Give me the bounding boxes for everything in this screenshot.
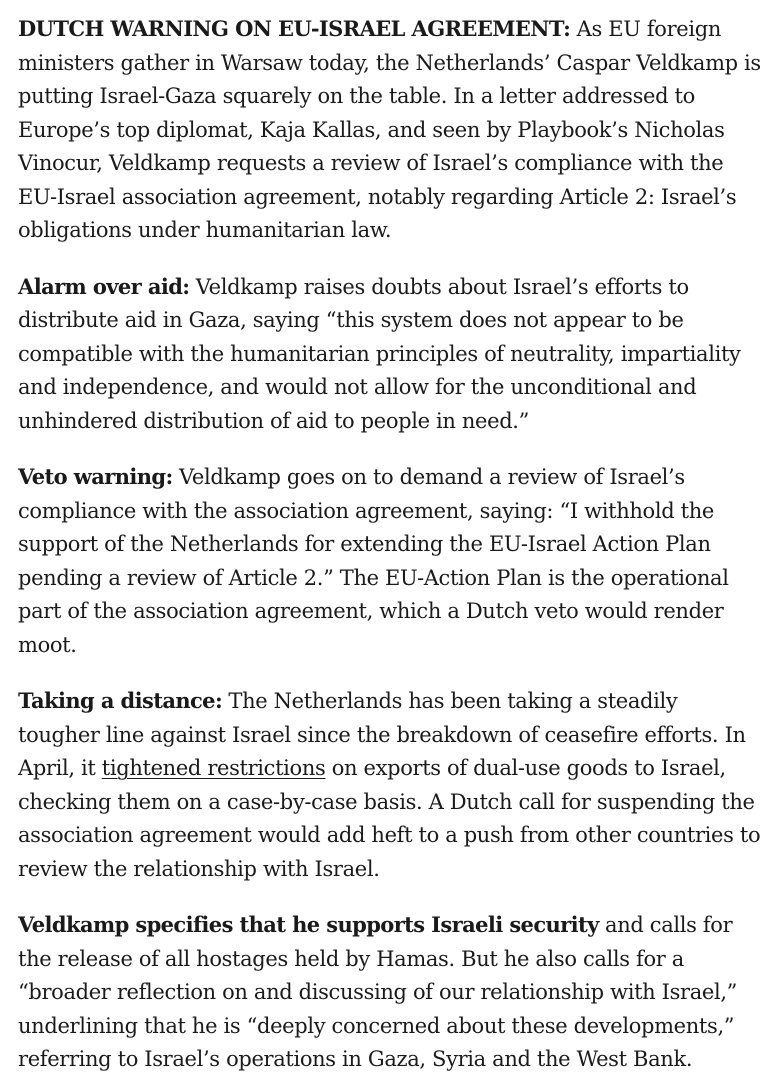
paragraph-text: The Netherlands has been taking a steadily tougher line against Israel since the breakdown of ceasefire efforts. In April, it	[18, 689, 746, 780]
paragraph-alarm-over-aid	[18, 270, 763, 439]
paragraph-lead: DUTCH WARNING ON EU-ISRAEL AGREEMENT:	[18, 16, 571, 41]
paragraph-text: on exports of dual-use goods to Israel, checking them on a case-by-case basis. A Dutch call for suspending the association agreement would add heft to a push from other countries to review the relationship with Israel.	[18, 756, 761, 881]
paragraph-text: Veldkamp goes on to demand a review of Israel’s compliance with the association agreement, saying: “I withhold the support of the Netherlands for extending the EU-Israel Action Plan pending a review of Article 2.” The EU-Action Plan is the operational part of the association agreement, which a Dutch veto would render moot.	[18, 465, 729, 657]
paragraph-dutch-warning	[18, 12, 763, 248]
paragraph-text: Veldkamp raises doubts about Israel’s efforts to distribute aid in Gaza, saying “this system does not appear to be compatible with the humanitarian principles of neutrality, impartiality and independence, and would not allow for the unconditional and unhindered distribution of aid to people in need.”	[18, 274, 741, 433]
paragraph-taking-a-distance	[18, 684, 763, 886]
paragraph-veto-warning	[18, 460, 763, 662]
paragraph-text: As EU foreign ministers gather in Warsaw today, the Netherlands’ Caspar Veldkamp is putting Israel-Gaza squarely on the table. In a letter addressed to Europe’s top diplomat, Kaja Kallas, and seen by Playbook’s Nicholas Vinocur, Veldkamp requests a review of Israel’s compliance with the EU-Israel association agreement, notably regarding Article 2: Israel’s obligations under humanitarian law.	[18, 17, 761, 242]
paragraph-lead: Veldkamp specifies that he supports Israeli security	[18, 912, 599, 937]
paragraph-lead: Alarm over aid:	[18, 273, 190, 299]
paragraph-text: and calls for the release of all hostages held by Hamas. But he also calls for a “broader reflection on and discussing of our relationship with Israel,” underlining that he is “deeply concerned about these developments,” referring to Israel’s operations in Gaza, Syria and the West Bank.	[18, 913, 738, 1071]
paragraph-lead: Veto warning:	[18, 464, 173, 489]
paragraph-lead: Taking a distance:	[18, 688, 223, 713]
paragraph-israeli-security	[18, 908, 763, 1077]
tightened-restrictions-link[interactable]: tightened restrictions	[101, 756, 326, 780]
